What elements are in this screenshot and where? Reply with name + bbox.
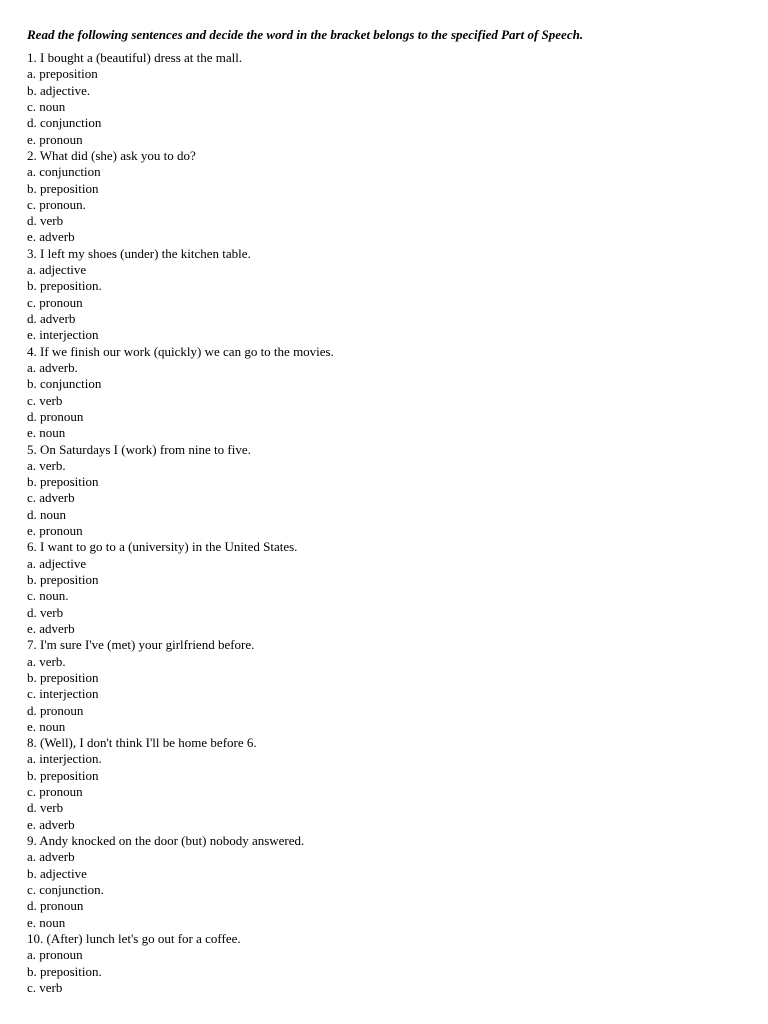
question-text: 5. On Saturdays I (work) from nine to five. bbox=[27, 441, 251, 457]
answer-option: d. pronoun bbox=[27, 408, 84, 424]
answer-option: d. verb bbox=[27, 604, 64, 620]
question-block bbox=[27, 442, 757, 540]
answer-option: d. noun bbox=[27, 506, 66, 522]
answer-option: c. verb bbox=[27, 979, 63, 995]
question-block bbox=[27, 246, 757, 344]
answer-option: d. conjunction bbox=[27, 115, 102, 131]
question-block bbox=[27, 637, 757, 735]
question-block bbox=[27, 148, 757, 246]
answer-option: a. conjunction bbox=[27, 164, 101, 180]
answer-option: c. pronoun. bbox=[27, 196, 86, 212]
question-block bbox=[27, 735, 757, 833]
question-block bbox=[27, 931, 757, 996]
question-text: 10. (After) lunch let's go out for a coffee. bbox=[27, 930, 241, 946]
answer-option: c. noun. bbox=[27, 588, 69, 604]
question-text: 7. I'm sure I've (met) your girlfriend before. bbox=[27, 637, 255, 653]
answer-option: d. adverb bbox=[27, 311, 76, 326]
answer-option: d. verb bbox=[27, 800, 64, 816]
answer-option: c. pronoun bbox=[27, 784, 83, 800]
answer-option: e. noun bbox=[27, 718, 66, 734]
answer-option: d. verb bbox=[27, 213, 64, 229]
answer-option: a. adverb bbox=[27, 849, 75, 865]
instruction-text: Read the following sentences and decide the word in the bracket belongs to the specified Part of Speech. bbox=[27, 27, 584, 42]
answer-option: e. adverb bbox=[27, 620, 75, 636]
answer-option: a. adverb. bbox=[27, 359, 78, 375]
answer-option: b. preposition. bbox=[27, 963, 102, 979]
answer-option: c. interjection bbox=[27, 686, 99, 702]
answer-option: c. adverb bbox=[27, 490, 75, 506]
question-text: 8. (Well), I don't think I'll be home before 6. bbox=[27, 735, 257, 751]
answer-option: a. adjective bbox=[27, 262, 87, 278]
answer-option: c. conjunction. bbox=[27, 881, 104, 897]
question-list bbox=[27, 50, 757, 996]
answer-option: a. preposition bbox=[27, 66, 98, 82]
answer-option: b. preposition bbox=[27, 669, 99, 685]
answer-option: a. verb. bbox=[27, 653, 66, 669]
answer-option: c. verb bbox=[27, 392, 63, 408]
answer-option: a. pronoun bbox=[27, 947, 83, 963]
question-text: 6. I want to go to a (university) in the United States. bbox=[27, 539, 298, 555]
question-block bbox=[27, 344, 757, 442]
answer-option: e. adverb bbox=[27, 816, 75, 832]
answer-option: e. interjection bbox=[27, 327, 99, 343]
answer-option: b. conjunction bbox=[27, 376, 102, 392]
question-text: 4. If we finish our work (quickly) we can go to the movies. bbox=[27, 343, 334, 359]
answer-option: e. pronoun bbox=[27, 131, 83, 147]
answer-option: b. preposition bbox=[27, 180, 99, 196]
answer-option: b. preposition bbox=[27, 474, 99, 490]
answer-option: b. adjective bbox=[27, 865, 87, 881]
answer-option: e. adverb bbox=[27, 229, 75, 245]
answer-option: c. pronoun bbox=[27, 294, 83, 310]
answer-option: e. noun bbox=[27, 914, 66, 930]
answer-option: c. noun bbox=[27, 98, 66, 114]
answer-option: b. adjective. bbox=[27, 82, 91, 98]
answer-option: e. noun bbox=[27, 425, 66, 441]
answer-option: d. pronoun bbox=[27, 702, 84, 718]
answer-option: d. pronoun bbox=[27, 898, 84, 914]
question-text: 2. What did (she) ask you to do? bbox=[27, 147, 196, 163]
answer-option: a. interjection. bbox=[27, 751, 102, 767]
question-block bbox=[27, 539, 757, 637]
question-block bbox=[27, 833, 757, 931]
answer-option: b. preposition bbox=[27, 572, 99, 587]
question-text: 1. I bought a (beautiful) dress at the mall. bbox=[27, 50, 243, 65]
answer-option: e. pronoun bbox=[27, 523, 83, 539]
answer-option: b. preposition bbox=[27, 767, 99, 783]
question-block bbox=[27, 50, 757, 148]
worksheet bbox=[27, 26, 757, 996]
answer-option: a. adjective bbox=[27, 555, 87, 571]
question-text: 9. Andy knocked on the door (but) nobody answered. bbox=[27, 833, 305, 848]
answer-option: a. verb. bbox=[27, 457, 66, 473]
question-text: 3. I left my shoes (under) the kitchen table. bbox=[27, 245, 251, 261]
answer-option: b. preposition. bbox=[27, 278, 102, 294]
